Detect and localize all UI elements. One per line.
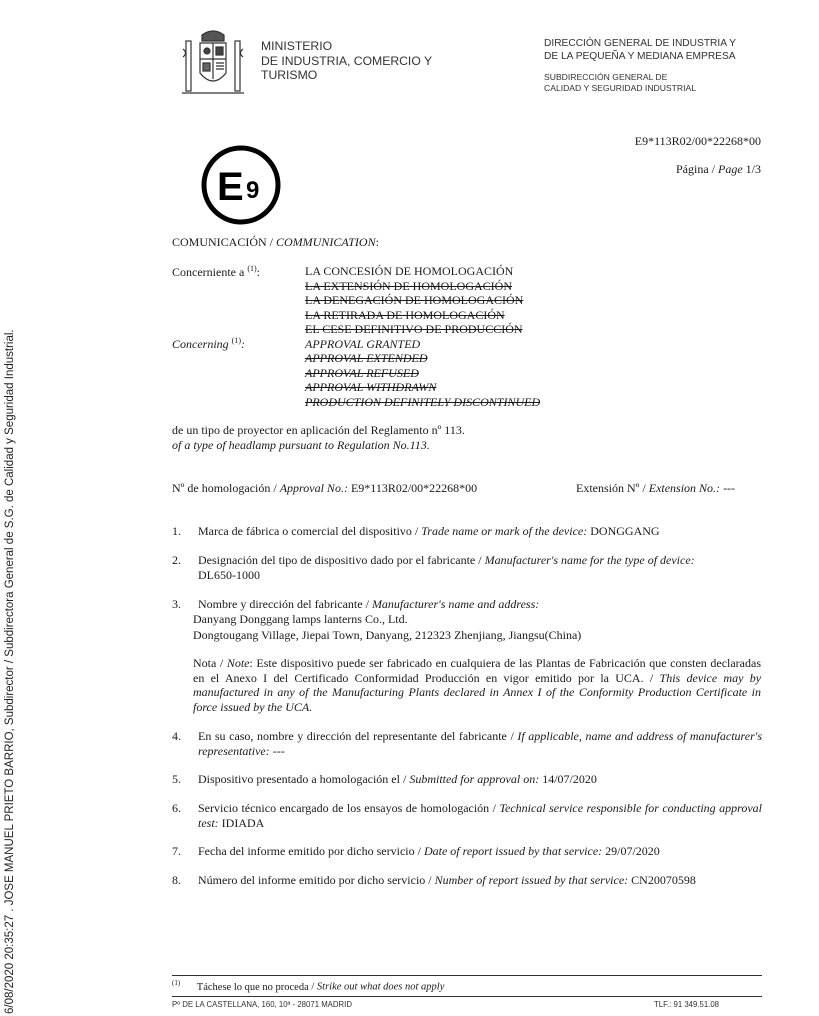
item-8: 8. Número del informe emitido por dicho servicio / Number of report issued by that service: CN20070598 <box>172 873 696 887</box>
extension-number: Extensión Nº / Extension No.: --- <box>576 481 736 495</box>
device-type: de un tipo de proyector en aplicación del Reglamento nº 113. of a type of headlamp pursuant to Regulation No.113. <box>172 423 465 452</box>
item-5: 5. Dispositivo presentado a homologación el / Submitted for approval on: 14/07/2020 <box>172 772 597 786</box>
e-mark-icon <box>200 144 282 226</box>
item-1: 1. Marca de fábrica o comercial del dispositivo / Trade name or mark of the device: DONGGANG <box>172 524 660 538</box>
footnote: $^{(1)}$ Táchese lo que no proceda / Strike out what does not apply <box>172 979 445 993</box>
concerning-label-es: Concerniente a $^{(1)}$: <box>172 264 260 279</box>
manufacturer-address: Danyang Donggang lamps lanterns Co., Ltd. Dongtougang Village, Jiepai Town, Danyang, 212323 Zhenjiang, Jiangsu(China) <box>193 612 582 642</box>
footer-phone: TLF.: 91 349.51.08 <box>654 1000 720 1009</box>
item-6: 6. Servicio técnico encargado de los ensayos de homologación / Technical service responsible for conducting approval test: IDIADA <box>172 801 762 830</box>
option-es: LA CONCESIÓN DE HOMOLOGACIÓN <box>305 264 514 278</box>
option-es: LA EXTENSIÓN DE HOMOLOGACIÓN <box>305 278 512 293</box>
option-en: APPROVAL GRANTED <box>305 336 421 351</box>
side-signature: 6/08/2020 20:35:27 . JOSE MANUEL PRIETO BARRIO, Subdirector / Subdirectora General de S.G. de Calidad y Seguridad Industrial. <box>4 329 16 1014</box>
item-7: 7. Fecha del informe emitido por dicho servicio / Date of report issued by that service: 29/07/2020 <box>172 844 660 858</box>
option-en: PRODUCTION DEFINITELY DISCONTINUED <box>305 394 541 409</box>
item-2: 2. Designación del tipo de dispositivo dado por el fabricante / Manufacturer's name for the type of device: DL650-1000 <box>172 553 695 582</box>
item-4: 4. En su caso, nombre y dirección del representante del fabricante / If applicable, name and address of manufacturer's representative: --- <box>172 729 762 758</box>
item-3: 3. Nombre y dirección del fabricante / Manufacturer's name and address: <box>172 597 540 611</box>
footer-divider <box>172 996 762 997</box>
footnote-divider <box>172 975 762 976</box>
option-es: LA RETIRADA DE HOMOLOGACIÓN <box>305 307 505 322</box>
ministry-name: MINISTERIO DE INDUSTRIA, COMERCIO Y TURISMO <box>261 39 433 82</box>
page-number: Página / Page 1/3 <box>675 162 761 176</box>
e-mark-number: 9 <box>246 177 260 204</box>
coat-of-arms-icon <box>180 27 246 97</box>
footer-address: Pº DE LA CASTELLANA, 160, 10ª - 28071 MADRID <box>172 1000 352 1009</box>
e-mark-letter: E <box>217 165 244 209</box>
option-en: APPROVAL WITHDRAWN <box>305 380 437 394</box>
approval-number: Nº de homologación / Approval No.: E9*113R02/00*22268*00 <box>172 481 478 495</box>
document-reference: E9*113R02/00*22268*00 <box>634 134 761 148</box>
option-en: APPROVAL REFUSED <box>305 365 419 380</box>
concerning-label-en: Concerning $^{(1)}$: <box>172 336 245 351</box>
subdirectorate-name: SUBDIRECCIÓN GENERAL DE CALIDAD Y SEGURIDAD INDUSTRIAL <box>544 72 697 93</box>
option-en: APPROVAL EXTENDED <box>305 351 428 365</box>
option-es: LA DENEGACIÓN DE HOMOLOGACIÓN <box>305 293 524 307</box>
note: Nota / Note: Este dispositivo puede ser fabricado en cualquiera de las Plantas de Fabricación que consten declaradas en el Anexo I del Certificado Conformidad Producción en vigor emitido por la UCA. / This device may by manufactured in any of the Manufacturing Plants declared in Annex I of the Conformity Production Certificate in force issued by the UCA. <box>193 656 762 714</box>
concerning-options-es <box>305 264 540 409</box>
option-es: EL CESE DEFINITIVO DE PRODUCCIÓN <box>305 322 523 336</box>
directorate-name: DIRECCIÓN GENERAL DE INDUSTRIA Y DE LA PEQUEÑA Y MEDIANA EMPRESA <box>544 38 736 62</box>
communication-title: COMUNICACIÓN / COMMUNICATION: <box>172 235 379 249</box>
